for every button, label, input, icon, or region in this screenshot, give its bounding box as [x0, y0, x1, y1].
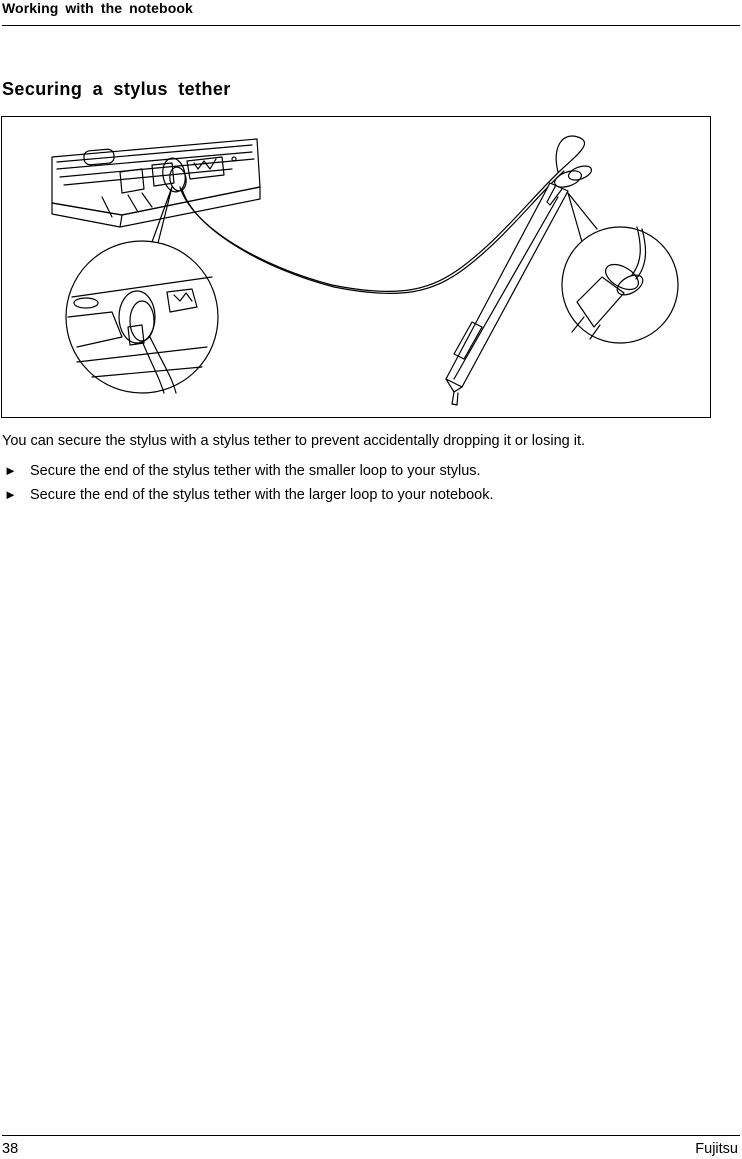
running-header: [2, 0, 740, 26]
arrow-bullet-icon: ►: [4, 463, 17, 478]
page-footer: [2, 1135, 740, 1158]
right-zoom-callout: [562, 193, 678, 343]
stylus-tether-figure: [1, 116, 711, 418]
step-text: Secure the end of the stylus tether with the smaller loop to your stylus.: [30, 463, 481, 479]
list-item: [2, 487, 732, 511]
brand-name: Fujitsu: [695, 1141, 738, 1157]
section-title: Securing a stylus tether: [2, 79, 231, 99]
stylus-tether-illustration: [2, 117, 710, 417]
list-item: [2, 463, 732, 487]
arrow-bullet-icon: ►: [4, 487, 17, 502]
page-number: 38: [2, 1141, 19, 1157]
notebook-corner-drawing: [52, 139, 260, 227]
intro-paragraph: You can secure the stylus with a stylus tether to prevent accidentally dropping it or losing it.: [2, 433, 586, 449]
instruction-steps: [2, 463, 732, 511]
step-text: Secure the end of the stylus tether with the larger loop to your notebook.: [30, 487, 494, 503]
chapter-title: Working with the notebook: [2, 0, 193, 16]
left-zoom-callout: [66, 187, 218, 393]
